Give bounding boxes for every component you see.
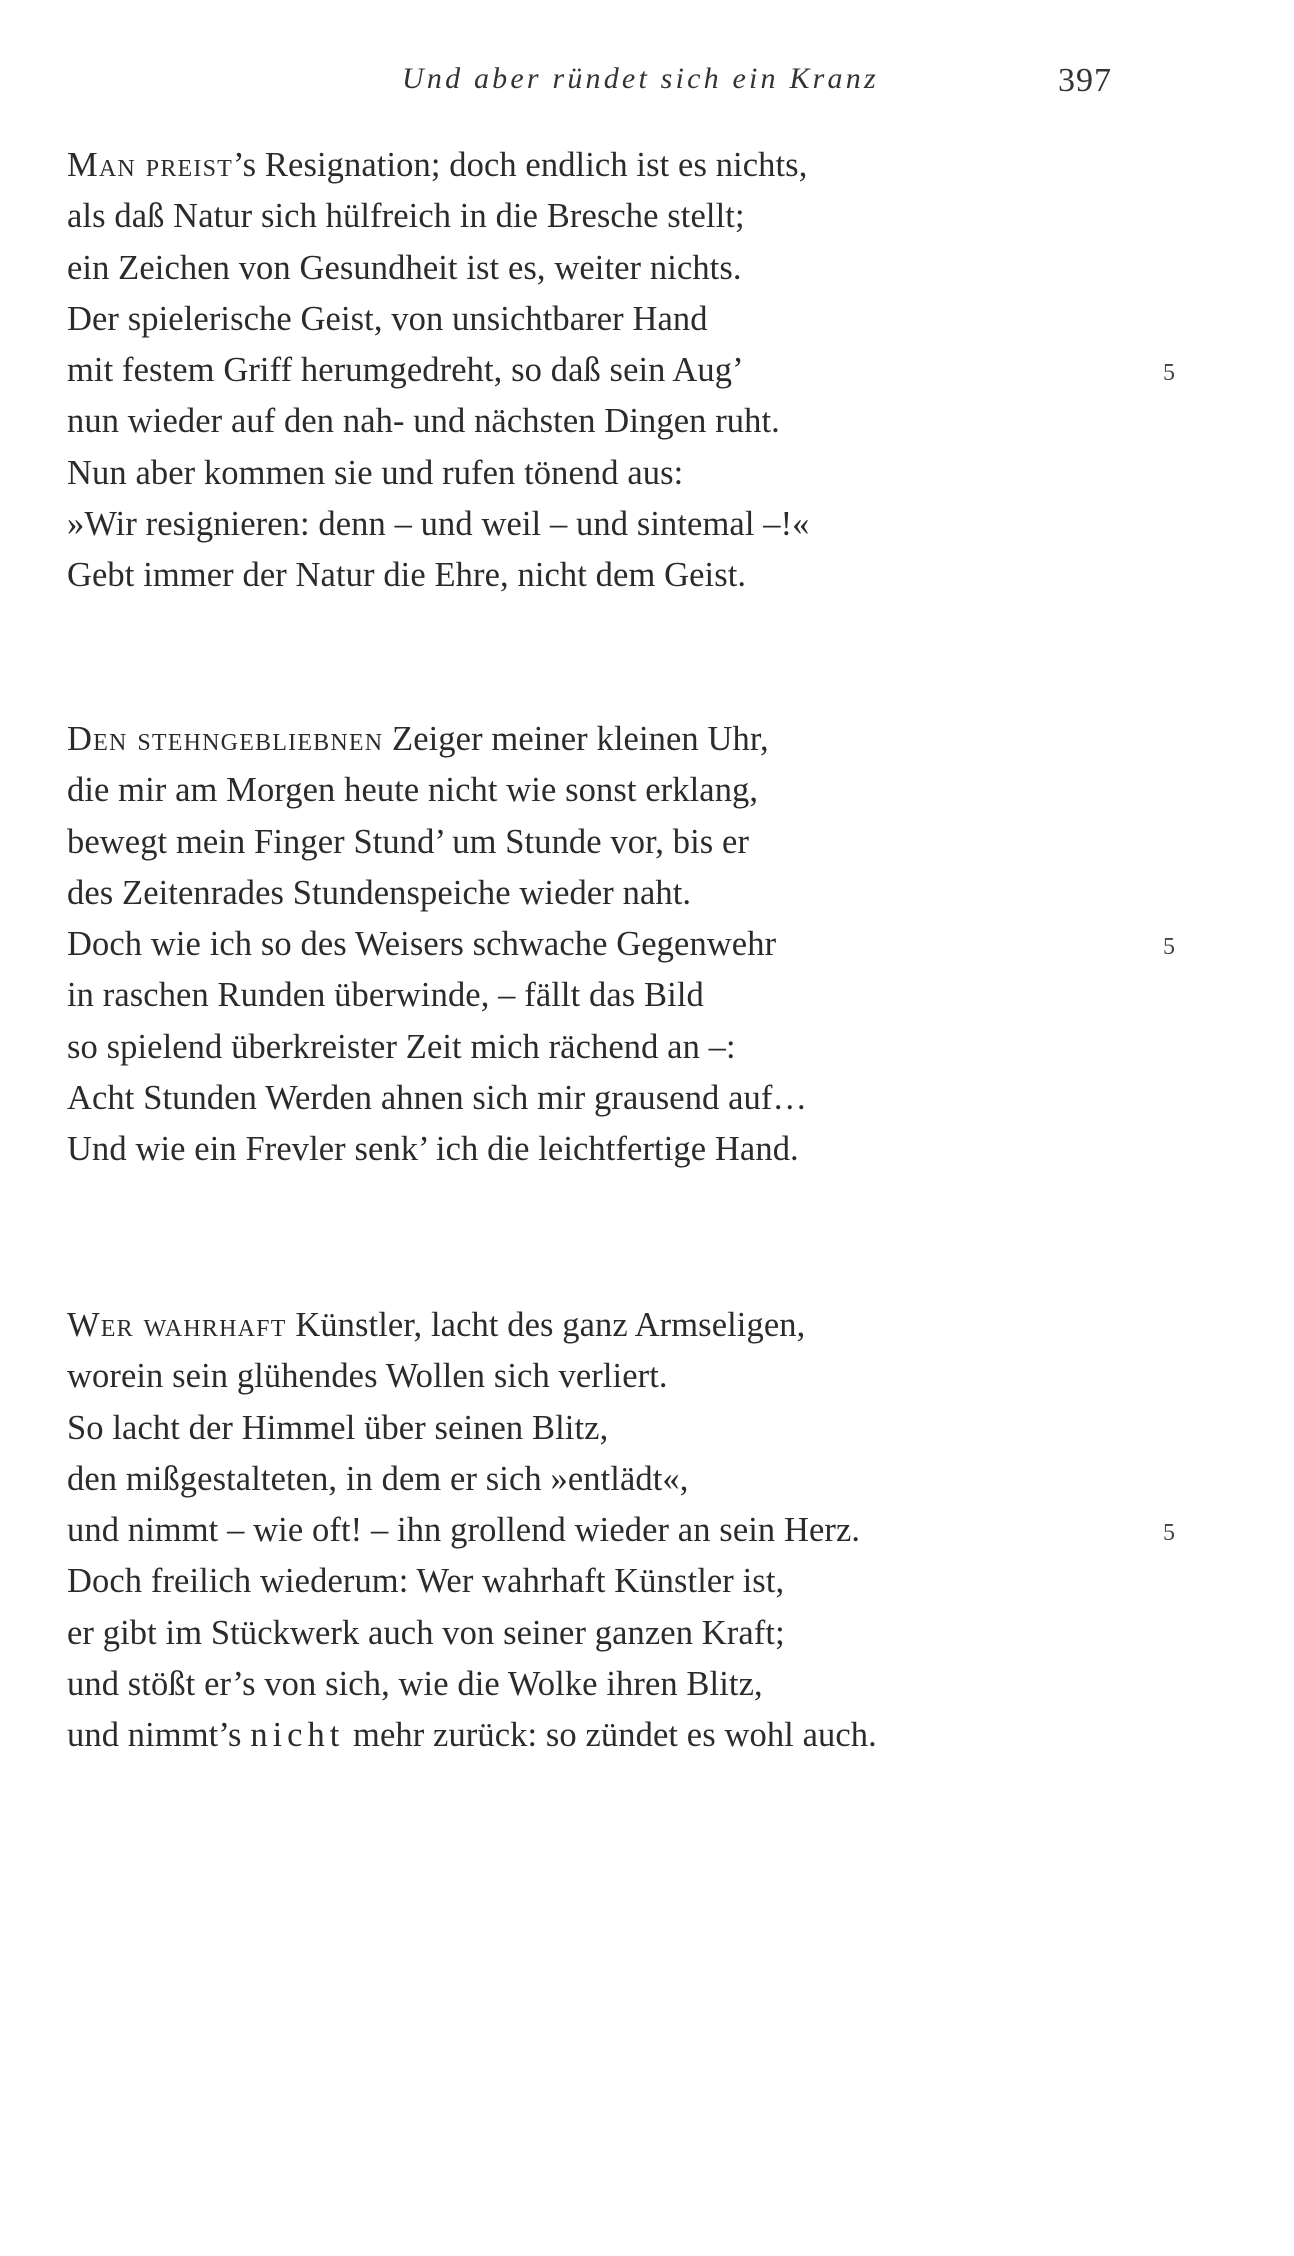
poem-line: [67, 1505, 1187, 1556]
poem-line: worein sein glühendes Wollen sich verliert.: [67, 1357, 668, 1396]
poem-line: Acht Stunden Werden ahnen sich mir grausend auf…: [67, 1079, 808, 1118]
poem-line: [67, 140, 1187, 191]
poem-line: als daß Natur sich hülfreich in die Bresche stellt;: [67, 197, 745, 236]
poem-line: [67, 1300, 1187, 1351]
incipit-small-caps: Man preist: [67, 146, 233, 184]
line-number: 5: [1163, 1520, 1176, 1547]
poem-line: [67, 919, 1187, 970]
incipit-small-caps: Den stehngebliebnen: [67, 720, 384, 758]
line-number: 5: [1163, 360, 1176, 387]
poem-line: in raschen Runden überwinde, – fällt das Bild: [67, 976, 704, 1015]
line-text: mit festem Griff herumgedreht, so daß sein Aug’: [67, 351, 744, 390]
poem-line: bewegt mein Finger Stund’ um Stunde vor, bis er: [67, 822, 750, 861]
line-text: und nimmt – wie oft! – ihn grollend wieder an sein Herz.: [67, 1511, 861, 1550]
poem-line: die mir am Morgen heute nicht wie sonst erklang,: [67, 771, 759, 810]
line-text: Künstler, lacht des ganz Armseligen,: [286, 1306, 806, 1344]
running-head: Und aber ründet sich ein Kranz: [402, 62, 879, 95]
line-text: und nimmt’s: [67, 1716, 251, 1755]
poem-line: und stößt er’s von sich, wie die Wolke ihren Blitz,: [67, 1665, 763, 1704]
poem-line: Doch freilich wiederum: Wer wahrhaft Künstler ist,: [67, 1562, 785, 1601]
poem-line: [67, 345, 1187, 396]
page-number: 397: [1058, 62, 1112, 99]
line-number: 5: [1163, 934, 1176, 961]
poem-2: [67, 714, 1187, 1176]
poem-line: Der spielerische Geist, von unsichtbarer Hand: [67, 299, 708, 338]
poem-line: So lacht der Himmel über seinen Blitz,: [67, 1408, 609, 1447]
poem-line: [67, 714, 1187, 765]
poem-3: [67, 1300, 1187, 1762]
poem-line: den mißgestalteten, in dem er sich »entlädt«,: [67, 1459, 689, 1498]
poem-line: nun wieder auf den nah- und nächsten Dingen ruht.: [67, 402, 780, 441]
line-text: ’s Resignation; doch endlich ist es nichts,: [232, 146, 808, 184]
poem-line: des Zeitenrades Stundenspeiche wieder naht.: [67, 873, 692, 912]
incipit-small-caps: Wer wahrhaft: [67, 1306, 287, 1344]
poem-line: Nun aber kommen sie und rufen tönend aus:: [67, 453, 684, 492]
poem-line: so spielend überkreister Zeit mich rächend an –:: [67, 1027, 736, 1066]
poem-line: »Wir resignieren: denn – und weil – und sintemal –!«: [67, 505, 810, 544]
poem-line: [67, 1710, 1187, 1761]
poem-line: ein Zeichen von Gesundheit ist es, weiter nichts.: [67, 248, 742, 287]
line-text: mehr zurück: so zündet es wohl auch.: [344, 1716, 877, 1755]
poem-line: er gibt im Stückwerk auch von seiner ganzen Kraft;: [67, 1613, 785, 1652]
poem-line: Gebt immer der Natur die Ehre, nicht dem Geist.: [67, 556, 747, 595]
line-text: Zeiger meiner kleinen Uhr,: [383, 720, 769, 758]
line-text: Doch wie ich so des Weisers schwache Gegenwehr: [67, 925, 777, 964]
poem-1: [67, 140, 1187, 602]
poem-line: Und wie ein Frevler senk’ ich die leichtfertige Hand.: [67, 1130, 799, 1169]
emphasis-spaced: nicht: [250, 1716, 345, 1755]
